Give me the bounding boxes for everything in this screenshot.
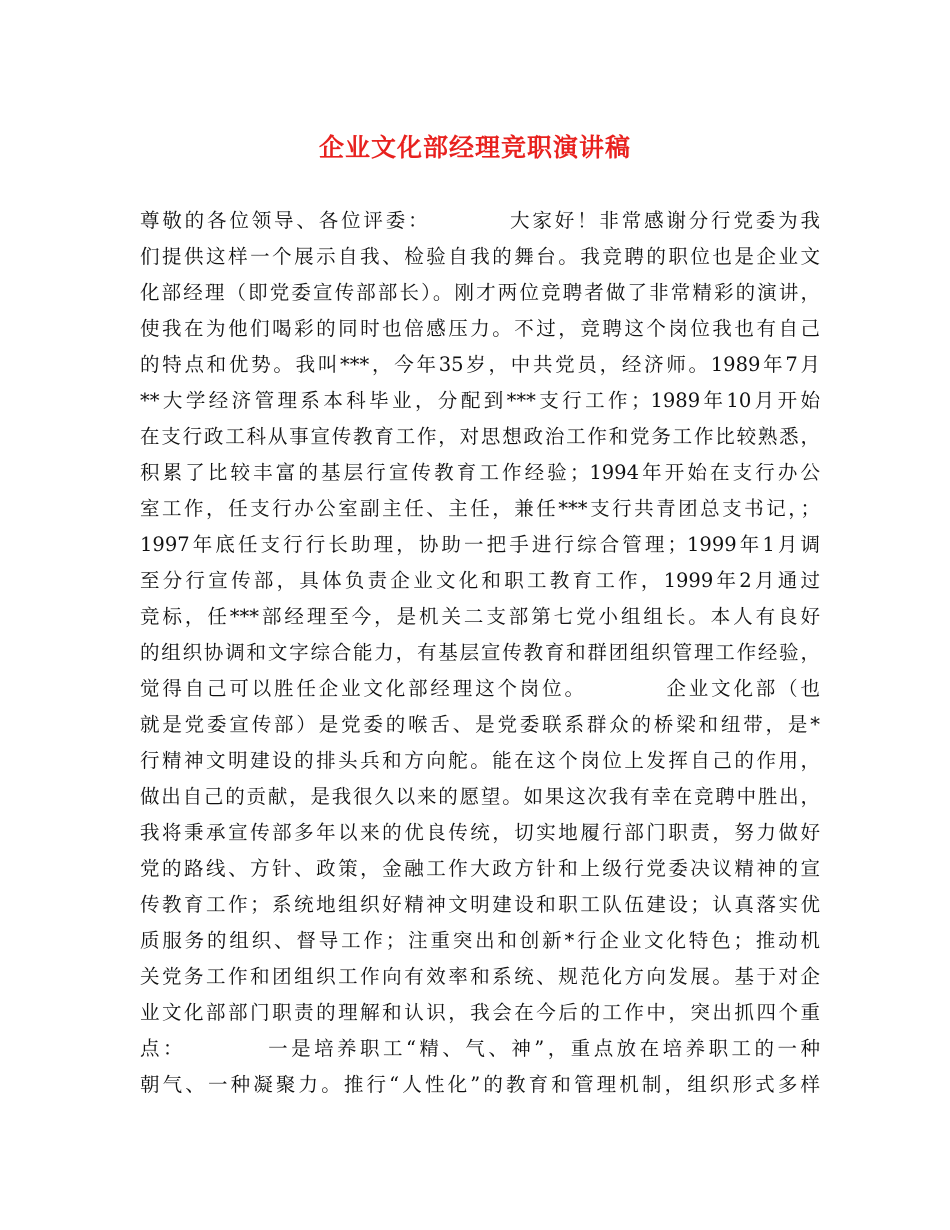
body-line: 业文化部部门职责的理解和认识，我会在今后的工作中，突出抓四个重	[140, 1001, 820, 1024]
body-line: 传教育工作；系统地组织好精神文明建设和职工队伍建设；认真落实优	[140, 893, 820, 916]
body-line: 在支行政工科从事宣传教育工作，对思想政治工作和党务工作比较熟悉，	[140, 425, 820, 448]
body-line: 就是党委宣传部）是党委的喉舌、是党委联系群众的桥梁和纽带，是*	[140, 713, 820, 736]
body-line: 点： 一是培养职工“精、气、神”，重点放在培养职工的一种	[140, 1037, 820, 1060]
body-line: 使我在为他们喝彩的同时也倍感压力。不过，竞聘这个岗位我也有自己	[140, 317, 820, 340]
body-line: 我将秉承宣传部多年以来的优良传统，切实地履行部门职责，努力做好	[140, 821, 820, 844]
body-line: 党的路线、方针、政策，金融工作大政方针和上级行党委决议精神的宣	[140, 857, 820, 880]
body-line: 的特点和优势。我叫***，今年35岁，中共党员，经济师。1989年7月	[140, 353, 820, 376]
body-line: 觉得自己可以胜任企业文化部经理这个岗位。 企业文化部（也	[140, 677, 820, 700]
body-line: 行精神文明建设的排头兵和方向舵。能在这个岗位上发挥自己的作用，	[140, 749, 820, 772]
body-line: 的组织协调和文字综合能力，有基层宣传教育和群团组织管理工作经验，	[140, 641, 820, 664]
document-body	[140, 203, 820, 1103]
body-line: 化部经理（即党委宣传部部长）。刚才两位竞聘者做了非常精彩的演讲，	[140, 281, 820, 304]
body-line: 关党务工作和团组织工作向有效率和系统、规范化方向发展。基于对企	[140, 965, 820, 988]
body-line: 尊敬的各位领导、各位评委： 大家好！非常感谢分行党委为我	[140, 209, 820, 232]
body-line: 们提供这样一个展示自我、检验自我的舞台。我竞聘的职位也是企业文	[140, 245, 820, 268]
body-line: 竞标，任***部经理至今，是机关二支部第七党小组组长。本人有良好	[140, 605, 820, 628]
body-line: 1997年底任支行行长助理，协助一把手进行综合管理；1999年1月调	[140, 533, 820, 556]
body-line: 质服务的组织、督导工作；注重突出和创新*行企业文化特色；推动机	[140, 929, 820, 952]
body-line: 做出自己的贡献，是我很久以来的愿望。如果这次我有幸在竞聘中胜出，	[140, 785, 820, 808]
body-line: 朝气、一种凝聚力。推行“人性化”的教育和管理机制，组织形式多样	[140, 1073, 820, 1096]
body-line: **大学经济管理系本科毕业，分配到***支行工作；1989年10月开始	[140, 389, 820, 412]
body-line: 积累了比较丰富的基层行宣传教育工作经验；1994年开始在支行办公	[140, 461, 820, 484]
body-line: 室工作，任支行办公室副主任、主任，兼任***支行共青团总支书记，；	[140, 497, 820, 520]
document-title: 企业文化部经理竞职演讲稿	[318, 133, 631, 162]
body-line: 至分行宣传部，具体负责企业文化和职工教育工作，1999年2月通过	[140, 569, 820, 592]
